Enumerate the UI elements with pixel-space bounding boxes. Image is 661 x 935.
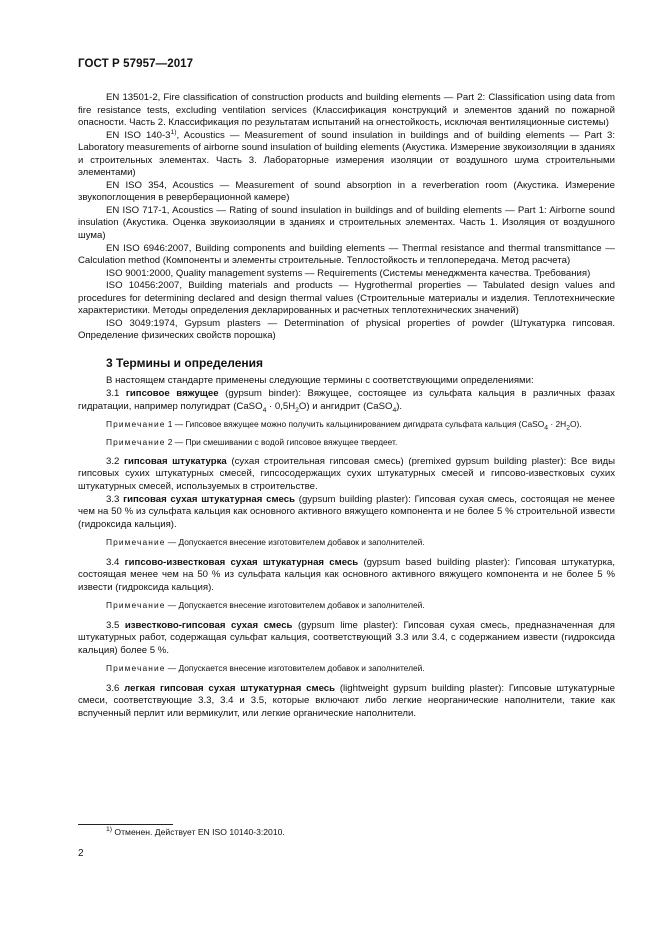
term-name: гипсовая сухая штукатурная смесь: [123, 493, 295, 505]
note-3-5: Примечание — Допускается внесение изготовителем добавок и заполнителей.: [106, 663, 425, 674]
term-3-4: 3.4 гипсово-известковая сухая штукатурная смесь (gypsum based building plaster): Гипсовая штукатурка, состоящая менее чем на 50 % из сульфата кальция как основного активного вяжущего компонента и не более 5 % извести (гидроксида кальция).: [78, 556, 615, 593]
footnote-divider: [78, 824, 173, 825]
reference-en-iso-354: EN ISO 354, Acoustics — Measurement of sound absorption in a reverberation room (Акустика. Измерение звукопоглощения в реверберационной камере): [78, 179, 615, 204]
term-3-2: 3.2 гипсовая штукатурка (сухая строительная гипсовая смесь) (premixed gypsum building plaster): Все виды гипсовых сухих штукатурных смесей, гипсосодержащих сухих штукатурных смесей и гипсово-известковых сухих штукатурных смесей, используемых в строительстве.: [78, 455, 615, 493]
note-1: Примечание 1 — Гипсовое вяжущее можно получить кальцинированием дигидрата сульфата кальция (CaSO$_4$ · $2H_2O$).: [106, 419, 582, 432]
reference-en-iso-717-1: EN ISO 717-1, Acoustics — Rating of sound insulation in buildings and of building elements — Part 1: Airborne sound insulation (Акустика. Оценка звукоизоляции в зданиях и строительных элементах. Часть 1. Изоляция от воздушного шума): [78, 204, 615, 242]
section-title: 3 Термины и определения: [106, 355, 264, 370]
reference-iso-9001: ISO 9001:2000, Quality management systems — Requirements (Системы менеджмента качества. Требования): [106, 267, 591, 279]
note-3-3: Примечание — Допускается внесение изготовителем добавок и заполнителей.: [106, 537, 425, 548]
reference-iso-10456: ISO 10456:2007, Building materials and products — Hygrothermal properties — Tabulated design values and procedures for determining declared and design thermal values (Строительные материалы и изделия. Теплотехнические характеристики. Методы определения декларированных и расчетных теплотехнических значений): [78, 280, 615, 317]
term-name: гипсово-известковая сухая штукатурная смесь: [124, 556, 359, 568]
document-header: ГОСТ Р 57957—2017: [78, 58, 194, 70]
footnote-marker: 1): [170, 128, 177, 136]
term-3-3: 3.3 гипсовая сухая штукатурная смесь (gypsum building plaster): Гипсовая сухая смесь, состоящая не менее чем на 50 % из сульфата кальция как основного активного вяжущего компонента и не более 5 % строительной извести (гидроксида кальция).: [78, 493, 615, 530]
footnote-marker: 1): [106, 826, 113, 834]
note-3-4: Примечание — Допускается внесение изготовителем добавок и заполнителей.: [106, 600, 425, 611]
reference-iso-3049: ISO 3049:1974, Gypsum plasters — Determination of physical properties of powder (Штукатурка гипсовая. Определение физических свойств порошка): [78, 317, 615, 342]
term-3-1: 3.1 гипсовое вяжущее (gypsum binder): Вяжущее, состоящее из сульфата кальция в различных фазах гидратации, например полугидрат (CaSO$_4$ · $0,5H_2O$) и ангидрит (CaSO$_4$).: [78, 388, 615, 414]
reference-en-iso-140-3: EN ISO 140-3$^{1)}$, Acoustics — Measurement of sound insulation in buildings and of building elements — Part 3: Laboratory measurements of airborne sound insulation of building elements (Акустика. Измерение звукоизоляции в зданиях и строительных элементах. Часть 3. Лабораторные измерения изоляции от воздушного шума строительными элементами): [78, 128, 615, 179]
term-name: гипсовая штукатурка: [123, 455, 227, 467]
term-name: гипсовое вяжущее: [125, 388, 219, 400]
section-intro: В настоящем стандарте применены следующие термины с соответствующими определениями:: [106, 375, 534, 387]
reference-en-iso-6946: EN ISO 6946:2007, Building components and building elements — Thermal resistance and thermal transmittance — Calculation method (Компоненты и элементы строительные. Теплостойкость и теплопередача. Метод расчета): [78, 242, 615, 267]
reference-en-13501-2: EN 13501-2, Fire classification of construction products and building elements — Part 2: Classification using data from fire resistance tests, excluding ventilation services (Классификация конструкций и элементов зданий по пожарной опасности. Часть 2. Классификация по результатам испытаний на огнестойкость, исключая вентиляционные системы): [78, 92, 615, 129]
term-3-5: 3.5 известково-гипсовая сухая смесь (gypsum lime plaster): Гипсовая сухая смесь, предназначенная для штукатурных работ, содержащая сульфат кальция, соответствующий 3.3 или 3.4, с содержанием извести (гидроксида кальция) более 5 %.: [78, 619, 615, 656]
term-3-6: 3.6 легкая гипсовая сухая штукатурная смесь (lightweight gypsum building plaster): Гипсовые штукатурные смеси, соответствующие 3.3, 3.4 и 3.5, которые включают либо легкие неорганические наполнители, такие как вспученный перлит или вермикулит, или легкие органические наполнители.: [78, 682, 616, 719]
term-name: легкая гипсовая сухая штукатурная смесь: [124, 682, 336, 694]
note-2: Примечание 2 — При смешивании с водой гипсовое вяжущее твердеет.: [106, 436, 398, 447]
term-name: известково-гипсовая сухая смесь: [124, 619, 293, 631]
footnote: $^{1)}$ Отменен. Действует EN ISO 10140-3:2010.: [106, 826, 285, 837]
page-number: 2: [78, 848, 84, 859]
document-body: [78, 92, 615, 720]
